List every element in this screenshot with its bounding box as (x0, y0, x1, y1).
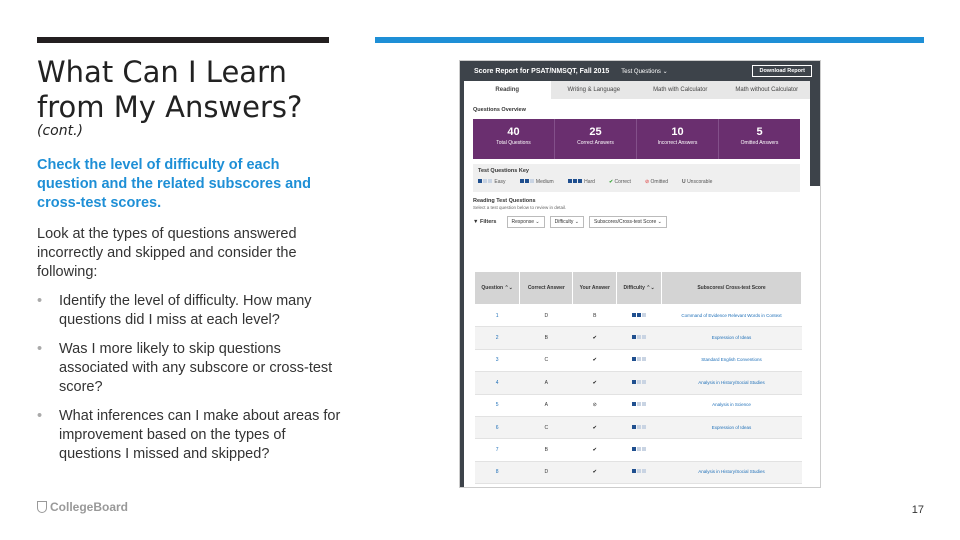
table-row[interactable] (475, 394, 802, 416)
table-row[interactable] (475, 349, 802, 371)
bullet-item (37, 407, 342, 464)
overview-label: Questions Overview (473, 107, 526, 113)
tab-math-calculator[interactable]: Math with Calculator (653, 87, 708, 93)
overview-number: 25 (589, 126, 602, 138)
questions-table (474, 271, 802, 484)
reading-questions-hint: Select a test question below to review in detail. (473, 205, 567, 210)
key-medium (520, 179, 554, 185)
response-filter[interactable]: Response ⌄ (507, 216, 545, 228)
question-number[interactable]: 7 (475, 439, 520, 461)
overview-omitted (719, 119, 800, 159)
key-unscorable (682, 179, 712, 185)
key-easy-label: Easy (494, 179, 506, 185)
difficulty-square-icon (642, 447, 646, 451)
lead-text: Check the level of difficulty of each question and the related subscores and cross-test scores. (37, 157, 311, 211)
difficulty-square-icon (637, 380, 641, 384)
difficulty (617, 372, 662, 394)
difficulty-square-icon (642, 469, 646, 473)
col-correct-answer: Correct Answer (520, 272, 573, 305)
test-questions-menu[interactable]: Test Questions ⌄ (621, 68, 668, 75)
overview-total (473, 119, 555, 159)
correct-answer: B (520, 439, 573, 461)
difficulty (617, 327, 662, 349)
difficulty-square-icon (632, 469, 636, 473)
difficulty-square-icon (637, 425, 641, 429)
difficulty-square-icon (642, 380, 646, 384)
section-tabs (464, 81, 810, 99)
correct-answer: B (520, 327, 573, 349)
difficulty (617, 439, 662, 461)
key-correct-label: Correct (614, 179, 631, 185)
question-number[interactable]: 2 (475, 327, 520, 349)
correct-answer: D (520, 461, 573, 483)
your-answer: B (573, 305, 617, 327)
your-answer: ✔ (573, 439, 617, 461)
table-header-row (475, 272, 802, 305)
test-questions-key (473, 164, 800, 192)
slide-title: What Can I Learn from My Answers? (37, 55, 303, 124)
key-hard-label: Hard (584, 179, 595, 185)
your-answer: ✔ (573, 416, 617, 438)
check-icon: ✔ (608, 179, 614, 185)
bullet-text: Identify the level of difficulty. How many questions did I miss at each level? (59, 293, 312, 328)
correct-answer: C (520, 349, 573, 371)
table-row[interactable] (475, 461, 802, 483)
your-answer: ✔ (573, 461, 617, 483)
col-difficulty[interactable]: Difficulty ⌃⌄ (617, 272, 662, 305)
difficulty (617, 349, 662, 371)
key-omitted (645, 179, 668, 185)
bullet-dot: • (37, 408, 43, 424)
overview-label-text: Incorrect Answers (657, 140, 698, 146)
collegeboard-logo (37, 500, 128, 514)
difficulty-square-icon (632, 402, 636, 406)
difficulty-filter[interactable]: Difficulty ⌄ (550, 216, 584, 228)
question-number[interactable]: 6 (475, 416, 520, 438)
left-strip (460, 81, 464, 488)
page-number: 17 (911, 504, 924, 516)
difficulty-square-icon (632, 335, 636, 339)
difficulty-square-icon (520, 179, 524, 183)
overview-label-text: Total Questions (496, 140, 531, 146)
table-body (475, 305, 802, 484)
bullet-dot: • (37, 293, 43, 309)
tab-reading[interactable]: Reading (464, 81, 551, 99)
difficulty-square-icon (530, 179, 534, 183)
key-easy (478, 179, 506, 185)
key-hard (568, 179, 595, 185)
right-strip (810, 81, 820, 186)
omitted-icon: ⊘ (644, 179, 650, 185)
bullet-text: What inferences can I make about areas for improvement based on the types of questions I missed and skipped? (59, 408, 341, 462)
tab-math-no-calculator[interactable]: Math without Calculator (735, 87, 799, 93)
key-unscorable-label: Unscorable (687, 179, 713, 185)
logo-text: CollegeBoard (50, 500, 129, 514)
difficulty-square-icon (637, 402, 641, 406)
difficulty-square-icon (637, 447, 641, 451)
col-subscores: Subscores/ Cross-test Score (662, 272, 802, 305)
title-rule (37, 37, 329, 43)
correct-answer: C (520, 416, 573, 438)
report-title: Score Report for PSAT/NMSQT, Fall 2015 (474, 67, 610, 75)
difficulty-square-icon (637, 357, 641, 361)
overview-label-text: Correct Answers (577, 140, 614, 146)
subscore[interactable]: Expression of Ideas (662, 416, 802, 438)
difficulty-square-icon (525, 179, 529, 183)
subscore-filter[interactable]: Subscores/Cross-test Score ⌄ (589, 216, 667, 228)
difficulty-square-icon (568, 179, 572, 183)
table-row[interactable] (475, 327, 802, 349)
difficulty-square-icon (632, 313, 636, 317)
your-answer: ✔ (573, 349, 617, 371)
difficulty-square-icon (632, 447, 636, 451)
subscore[interactable]: Standard English Conventions (662, 349, 802, 371)
bullet-item (37, 292, 342, 330)
tab-writing[interactable]: Writing & Language (567, 87, 621, 93)
col-question[interactable]: Question ⌃⌄ (475, 272, 520, 305)
difficulty-square-icon (642, 425, 646, 429)
overview-number: 40 (507, 126, 520, 138)
difficulty-square-icon (642, 313, 646, 317)
subscore[interactable]: Analysis in Science (662, 394, 802, 416)
correct-answer: A (520, 372, 573, 394)
question-number[interactable]: 4 (475, 372, 520, 394)
intro-paragraph: Look at the types of questions answered incorrectly and skipped and consider the following: (37, 226, 297, 280)
table-row[interactable] (475, 372, 802, 394)
difficulty (617, 461, 662, 483)
difficulty-square-icon (573, 179, 577, 183)
reading-questions-title: Reading Test Questions (473, 198, 536, 204)
question-number[interactable]: 5 (475, 394, 520, 416)
subscore[interactable]: Analysis in History/Social Studies (662, 461, 802, 483)
difficulty-square-icon (483, 179, 487, 183)
question-number[interactable]: 1 (475, 305, 520, 327)
shield-icon (37, 501, 47, 513)
correct-answer: D (520, 305, 573, 327)
overview-label-text: Omitted Answers (740, 140, 779, 146)
table-row[interactable] (475, 305, 802, 327)
difficulty-square-icon (488, 179, 492, 183)
overview-number: 10 (671, 126, 684, 138)
your-answer: ⊘ (573, 394, 617, 416)
difficulty-square-icon (642, 335, 646, 339)
report-header (460, 61, 820, 81)
subscore[interactable]: Command of Evidence Relevant Words in Context (662, 305, 802, 327)
difficulty-square-icon (478, 179, 482, 183)
filters-label-text: Filters (479, 219, 497, 225)
filter-bar (473, 216, 820, 228)
bullet-item (37, 340, 342, 397)
difficulty-square-icon (632, 425, 636, 429)
score-report-screenshot (459, 60, 821, 488)
difficulty (617, 394, 662, 416)
key-correct (609, 179, 631, 185)
question-number[interactable]: 3 (475, 349, 520, 371)
difficulty-square-icon (642, 402, 646, 406)
col-your-answer: Your Answer (573, 272, 617, 305)
key-title: Test Questions Key (478, 168, 529, 174)
difficulty (617, 305, 662, 327)
overview-number: 5 (756, 126, 763, 138)
slide-subtitle: (cont.) (37, 123, 83, 139)
bullet-dot: • (37, 341, 43, 357)
table-row[interactable] (475, 416, 802, 438)
difficulty (617, 416, 662, 438)
difficulty-square-icon (637, 469, 641, 473)
difficulty-square-icon (632, 380, 636, 384)
questions-overview (473, 119, 800, 159)
subscore[interactable]: Expression of Ideas (662, 327, 802, 349)
question-number[interactable]: 8 (475, 461, 520, 483)
overview-correct (555, 119, 637, 159)
difficulty-square-icon (637, 335, 641, 339)
bullet-text: Was I more likely to skip questions associated with any subscore or cross-test score? (59, 341, 333, 395)
bullet-list (37, 292, 342, 474)
correct-answer: A (520, 394, 573, 416)
difficulty-square-icon (642, 357, 646, 361)
your-answer: ✔ (573, 372, 617, 394)
key-omitted-label: Omitted (650, 179, 669, 185)
table-row[interactable] (475, 439, 802, 461)
accent-rule (375, 37, 924, 43)
key-row (478, 179, 795, 185)
overview-incorrect (637, 119, 719, 159)
difficulty-square-icon (578, 179, 582, 183)
key-medium-label: Medium (535, 179, 554, 185)
subscore[interactable]: Analysis in History/Social Studies (662, 372, 802, 394)
filter-icon: ▼ (473, 219, 479, 225)
difficulty-square-icon (637, 313, 641, 317)
filters-label (473, 219, 497, 225)
unscorable-icon: U (682, 179, 686, 185)
subscore[interactable] (662, 439, 802, 461)
your-answer: ✔ (573, 327, 617, 349)
download-report-button[interactable]: Download Report (752, 65, 812, 77)
difficulty-square-icon (632, 357, 636, 361)
